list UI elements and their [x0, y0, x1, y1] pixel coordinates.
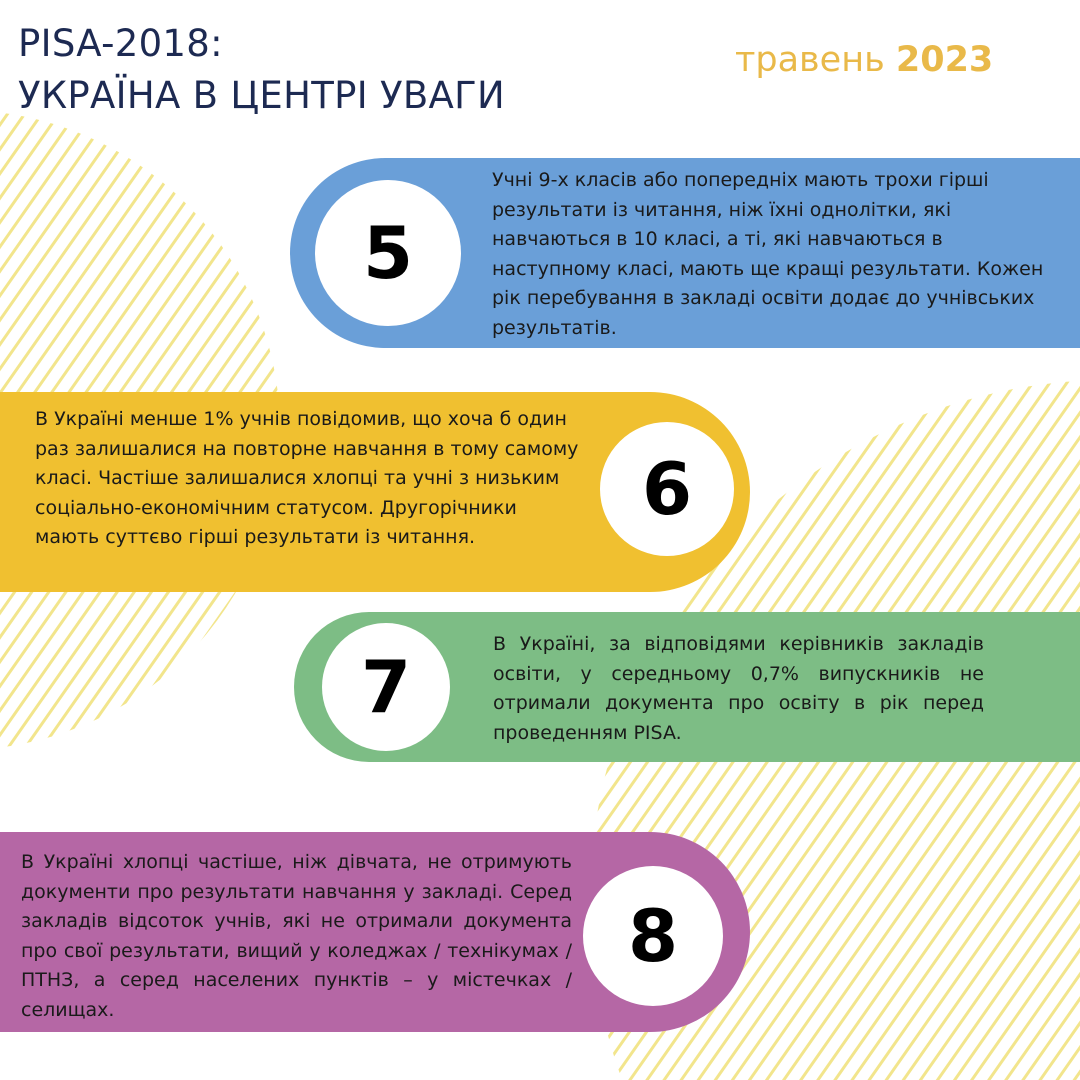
- title-line-1: PISA-2018:: [18, 22, 223, 65]
- date-label: [735, 40, 993, 80]
- date-year: 2023: [895, 40, 994, 80]
- fact-number-8: 8: [583, 866, 723, 1006]
- fact-text-5: Учні 9-х класів або попередніх мають трохи гірші результати із читання, ніж їхні однолітки, які навчаються в 10 класі, а ті, які навчаються в наступному класі, мають ще кращі результати. Кожен рік перебування в закладі освіти додає до учнівських результатів.: [492, 169, 1044, 339]
- fact-number-7: 7: [322, 623, 450, 751]
- fact-text-6: В Україні менше 1% учнів повідомив, що хоча б один раз залишалися на повторне навчання в тому самому класі. Частіше залишалися хлопці та учні з низьким соціально-економічним статусом. Другорічники мають суттєво гірші результати із читання.: [35, 408, 579, 548]
- fact-number-6: 6: [600, 422, 734, 556]
- fact-number-5: 5: [315, 180, 461, 326]
- fact-text-8: В Україні хлопці частіше, ніж дівчата, не отримують документи про результати навчання у закладі. Серед закладів відсоток учнів, які не отримали документа про свої результати, вищий у коледжах / технікумах / ПТНЗ, а серед населених пунктів – у містечках / селищах.: [21, 851, 572, 1021]
- date-month: травень: [735, 40, 885, 80]
- title-line-2: УКРАЇНА В ЦЕНТРІ УВАГИ: [18, 74, 505, 117]
- fact-text-7: В Україні, за відповідями керівників закладів освіти, у середньому 0,7% випускників не отримали документа про освіту в рік перед проведенням PISA.: [493, 633, 984, 744]
- page-title: [18, 18, 505, 122]
